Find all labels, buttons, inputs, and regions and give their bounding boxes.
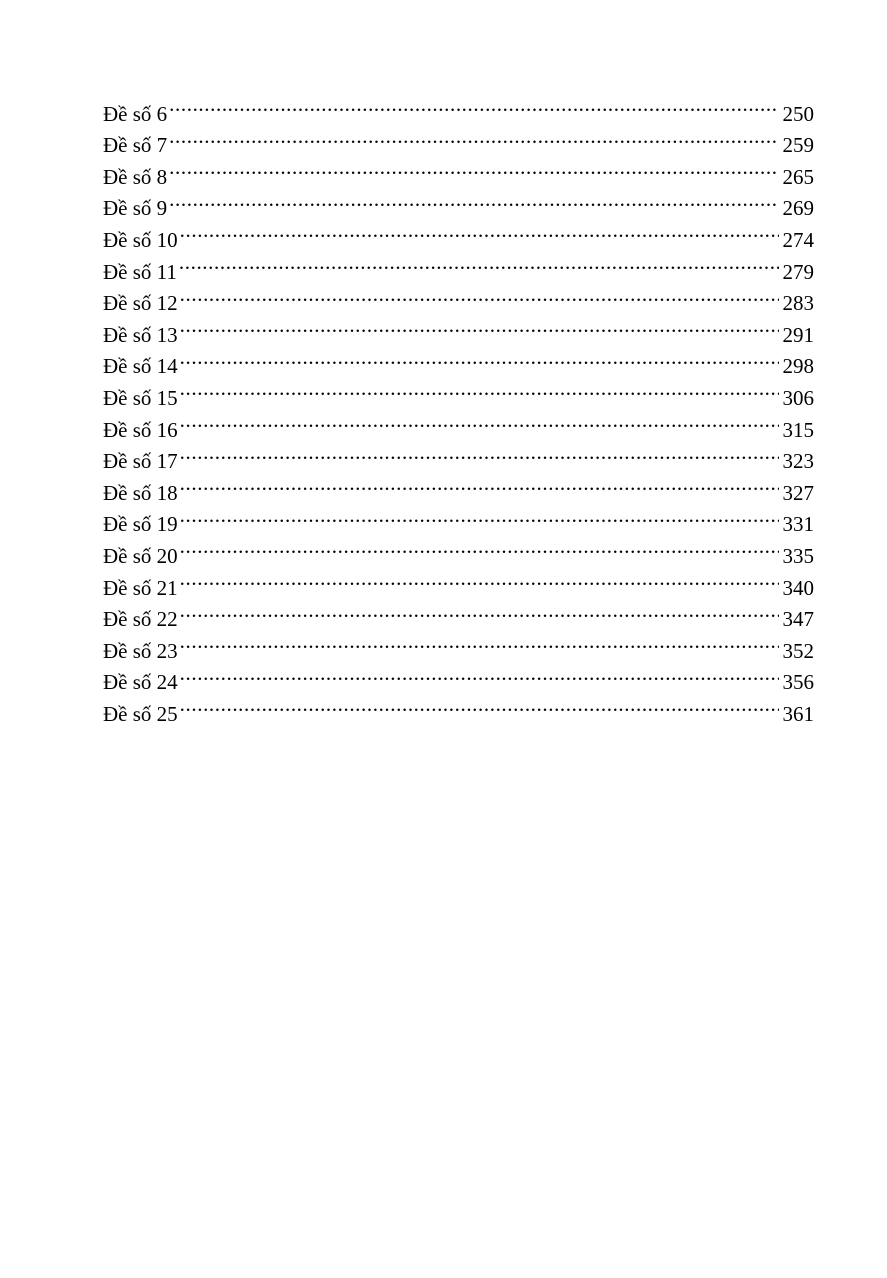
toc-dot-leader bbox=[180, 373, 779, 405]
toc-entry[interactable] bbox=[103, 626, 814, 663]
toc-entry[interactable] bbox=[103, 89, 814, 126]
toc-entry-label: Đề số 16 bbox=[103, 417, 178, 442]
toc-entry-label: Đề số 10 bbox=[103, 227, 178, 252]
toc-entry[interactable] bbox=[103, 563, 814, 600]
toc-dot-leader bbox=[180, 658, 779, 690]
toc-entry-page-number: 327 bbox=[782, 480, 814, 505]
toc-entry[interactable] bbox=[103, 184, 814, 221]
toc-entry-page-number: 356 bbox=[782, 670, 814, 695]
toc-dot-leader bbox=[180, 310, 779, 342]
toc-dot-leader bbox=[180, 626, 779, 658]
toc-dot-leader bbox=[180, 531, 779, 563]
toc-dot-leader bbox=[169, 89, 778, 121]
toc-entry[interactable] bbox=[103, 689, 814, 726]
toc-entry-label: Đề số 19 bbox=[103, 512, 178, 537]
toc-entry-label: Đề số 20 bbox=[103, 543, 178, 568]
toc-dot-leader bbox=[169, 184, 778, 216]
toc-entry[interactable] bbox=[103, 215, 814, 252]
toc-entry-page-number: 306 bbox=[782, 385, 814, 410]
toc-dot-leader bbox=[169, 152, 778, 184]
toc-entry-page-number: 265 bbox=[782, 164, 814, 189]
toc-entry-page-number: 361 bbox=[782, 701, 814, 726]
toc-entry-page-number: 269 bbox=[782, 196, 814, 221]
toc-entry[interactable] bbox=[103, 373, 814, 410]
toc-entry[interactable] bbox=[103, 500, 814, 537]
toc-entry-label: Đề số 17 bbox=[103, 449, 178, 474]
toc-entry-page-number: 331 bbox=[782, 512, 814, 537]
toc-dot-leader bbox=[169, 121, 778, 153]
toc-entry[interactable] bbox=[103, 121, 814, 158]
toc-entry-page-number: 315 bbox=[782, 417, 814, 442]
toc-entry-page-number: 335 bbox=[782, 543, 814, 568]
toc-entry-page-number: 340 bbox=[782, 575, 814, 600]
toc-entry[interactable] bbox=[103, 279, 814, 316]
toc-entry-label: Đề số 15 bbox=[103, 385, 178, 410]
toc-dot-leader bbox=[180, 279, 779, 311]
toc-entry-page-number: 352 bbox=[782, 638, 814, 663]
toc-entry-label: Đề số 22 bbox=[103, 607, 178, 632]
toc-entry[interactable] bbox=[103, 152, 814, 189]
toc-entry-label: Đề số 24 bbox=[103, 670, 178, 695]
toc-dot-leader bbox=[180, 563, 779, 595]
toc-dot-leader bbox=[180, 437, 779, 469]
toc-entry-page-number: 283 bbox=[782, 291, 814, 316]
toc-dot-leader bbox=[180, 468, 779, 500]
toc-entry[interactable] bbox=[103, 468, 814, 505]
toc-entry-label: Đề số 6 bbox=[103, 101, 168, 126]
toc-entry-page-number: 279 bbox=[782, 259, 814, 284]
toc-dot-leader bbox=[180, 595, 779, 627]
toc-entry[interactable] bbox=[103, 595, 814, 632]
toc-entry-label: Đề số 23 bbox=[103, 638, 178, 663]
toc-entry-label: Đề số 9 bbox=[103, 196, 168, 221]
toc-entry-page-number: 323 bbox=[782, 449, 814, 474]
toc-entry[interactable] bbox=[103, 658, 814, 695]
toc-entry[interactable] bbox=[103, 405, 814, 442]
toc-entry-page-number: 347 bbox=[782, 607, 814, 632]
toc-entry-label: Đề số 18 bbox=[103, 480, 178, 505]
toc-entry[interactable] bbox=[103, 437, 814, 474]
toc-entry[interactable] bbox=[103, 247, 814, 284]
toc-dot-leader bbox=[180, 500, 779, 532]
toc-dot-leader bbox=[180, 689, 779, 721]
toc-entry-label: Đề số 11 bbox=[103, 259, 177, 284]
toc-entry-label: Đề số 13 bbox=[103, 322, 178, 347]
table-of-contents bbox=[103, 89, 814, 726]
toc-dot-leader bbox=[179, 247, 779, 279]
toc-entry-page-number: 259 bbox=[782, 133, 814, 158]
toc-entry-label: Đề số 25 bbox=[103, 701, 178, 726]
toc-entry[interactable] bbox=[103, 531, 814, 568]
toc-dot-leader bbox=[180, 405, 779, 437]
toc-entry-page-number: 274 bbox=[782, 227, 814, 252]
toc-entry-label: Đề số 7 bbox=[103, 133, 168, 158]
toc-entry-page-number: 291 bbox=[782, 322, 814, 347]
toc-entry-label: Đề số 8 bbox=[103, 164, 168, 189]
toc-entry-page-number: 298 bbox=[782, 354, 814, 379]
toc-entry[interactable] bbox=[103, 310, 814, 347]
toc-dot-leader bbox=[180, 215, 779, 247]
toc-dot-leader bbox=[180, 342, 779, 374]
toc-entry-label: Đề số 14 bbox=[103, 354, 178, 379]
toc-entry-page-number: 250 bbox=[782, 101, 814, 126]
toc-entry-label: Đề số 12 bbox=[103, 291, 178, 316]
toc-entry[interactable] bbox=[103, 342, 814, 379]
toc-entry-label: Đề số 21 bbox=[103, 575, 178, 600]
